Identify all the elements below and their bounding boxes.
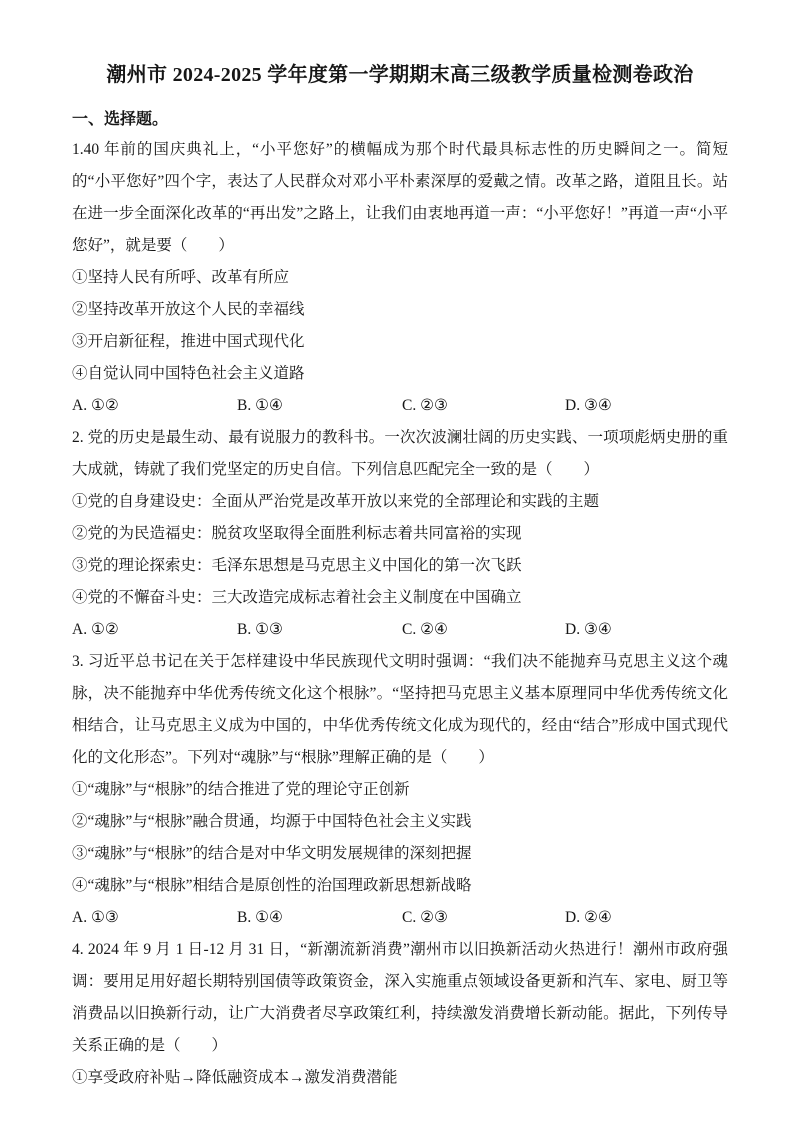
question-3-option-a: A. ①③ xyxy=(72,909,119,926)
question-1-option-b: B. ①④ xyxy=(237,397,283,414)
question-2 xyxy=(72,422,728,646)
question-4-statement-1: ①享受政府补贴→降低融资成本→激发消费潜能 xyxy=(72,1069,398,1086)
question-2-statement-3: ③党的理论探索史：毛泽东思想是马克思主义中国化的第一次飞跃 xyxy=(72,557,522,574)
question-1-statement-4: ④自觉认同中国特色社会主义道路 xyxy=(72,365,305,382)
question-1-statement-3: ③开启新征程，推进中国式现代化 xyxy=(72,333,305,350)
question-2-statement-4: ④党的不懈奋斗史：三大改造完成标志着社会主义制度在中国确立 xyxy=(72,589,522,606)
question-3-statement-3: ③“魂脉”与“根脉”的结合是对中华文明发展规律的深刻把握 xyxy=(72,845,472,862)
question-2-option-b: B. ①③ xyxy=(237,621,283,638)
question-1-statement-1: ①坚持人民有所呼、改革有所应 xyxy=(72,269,290,286)
question-1 xyxy=(72,134,728,422)
question-3-options-row xyxy=(72,902,728,934)
question-2-statement-1: ①党的自身建设史：全面从严治党是改革开放以来党的全部理论和实践的主题 xyxy=(72,493,600,510)
question-1-option-d: D. ③④ xyxy=(565,397,612,414)
question-2-options-row xyxy=(72,614,728,646)
section-heading: 一、选择题。 xyxy=(72,111,169,128)
question-4-stem: 4. 2024 年 9 月 1 日-12 月 31 日，“新潮流新消费”潮州市以旧换新活动火热进行！潮州市政府强调：要用足用好超长期特别国债等政策资金，深入实施重点领域设备更新和汽车、家电、厨卫等消费品以旧换新行动，让广大消费者尽享政策红利，持续激发消费增长新动能。据此，下列传导关系正确的是（ ） xyxy=(72,941,728,1054)
question-3-stem: 3. 习近平总书记在关于怎样建设中华民族现代文明时强调：“我们决不能抛弃马克思主义这个魂脉，决不能抛弃中华优秀传统文化这个根脉”。“坚持把马克思主义基本原理同中华优秀传统文化相结合，让马克思主义成为中国的，中华优秀传统文化成为现代的，经由“结合”形成中国式现代化的文化形态”。下列对“魂脉”与“根脉”理解正确的是（ ） xyxy=(72,653,728,766)
question-3-statement-1: ①“魂脉”与“根脉”的结合推进了党的理论守正创新 xyxy=(72,781,410,798)
question-2-stem: 2. 党的历史是最生动、最有说服力的教科书。一次次波澜壮阔的历史实践、一项项彪炳史册的重大成就，铸就了我们党坚定的历史自信。下列信息匹配完全一致的是（ ） xyxy=(72,429,728,478)
question-3-option-b: B. ①④ xyxy=(237,909,283,926)
question-1-option-a: A. ①② xyxy=(72,397,119,414)
question-2-statement-2: ②党的为民造福史：脱贫攻坚取得全面胜利标志着共同富裕的实现 xyxy=(72,525,522,542)
question-4 xyxy=(72,934,728,1094)
question-3-statement-4: ④“魂脉”与“根脉”相结合是原创性的治国理政新思想新战略 xyxy=(72,877,472,894)
question-3-option-d: D. ②④ xyxy=(565,909,612,926)
page-title: 潮州市 2024-2025 学年度第一学期期末高三级教学质量检测卷政治 xyxy=(106,64,694,86)
question-1-statement-2: ②坚持改革开放这个人民的幸福线 xyxy=(72,301,305,318)
question-2-option-a: A. ①② xyxy=(72,621,119,638)
question-3 xyxy=(72,646,728,934)
question-1-stem: 1.40 年前的国庆典礼上，“小平您好”的横幅成为那个时代最具标志性的历史瞬间之一。简短的“小平您好”四个字，表达了人民群众对邓小平朴素深厚的爱戴之情。改革之路，道阻且长。站在进一步全面深化改革的“再出发”之路上，让我们由衷地再道一声：“小平您好！”再道一声“小平您好”，就是要（ ） xyxy=(72,141,728,254)
question-2-option-d: D. ③④ xyxy=(565,621,612,638)
question-1-options-row xyxy=(72,390,728,422)
question-2-option-c: C. ②④ xyxy=(402,621,448,638)
question-3-option-c: C. ②③ xyxy=(402,909,448,926)
question-1-option-c: C. ②③ xyxy=(402,397,448,414)
question-3-statement-2: ②“魂脉”与“根脉”融合贯通，均源于中国特色社会主义实践 xyxy=(72,813,472,830)
